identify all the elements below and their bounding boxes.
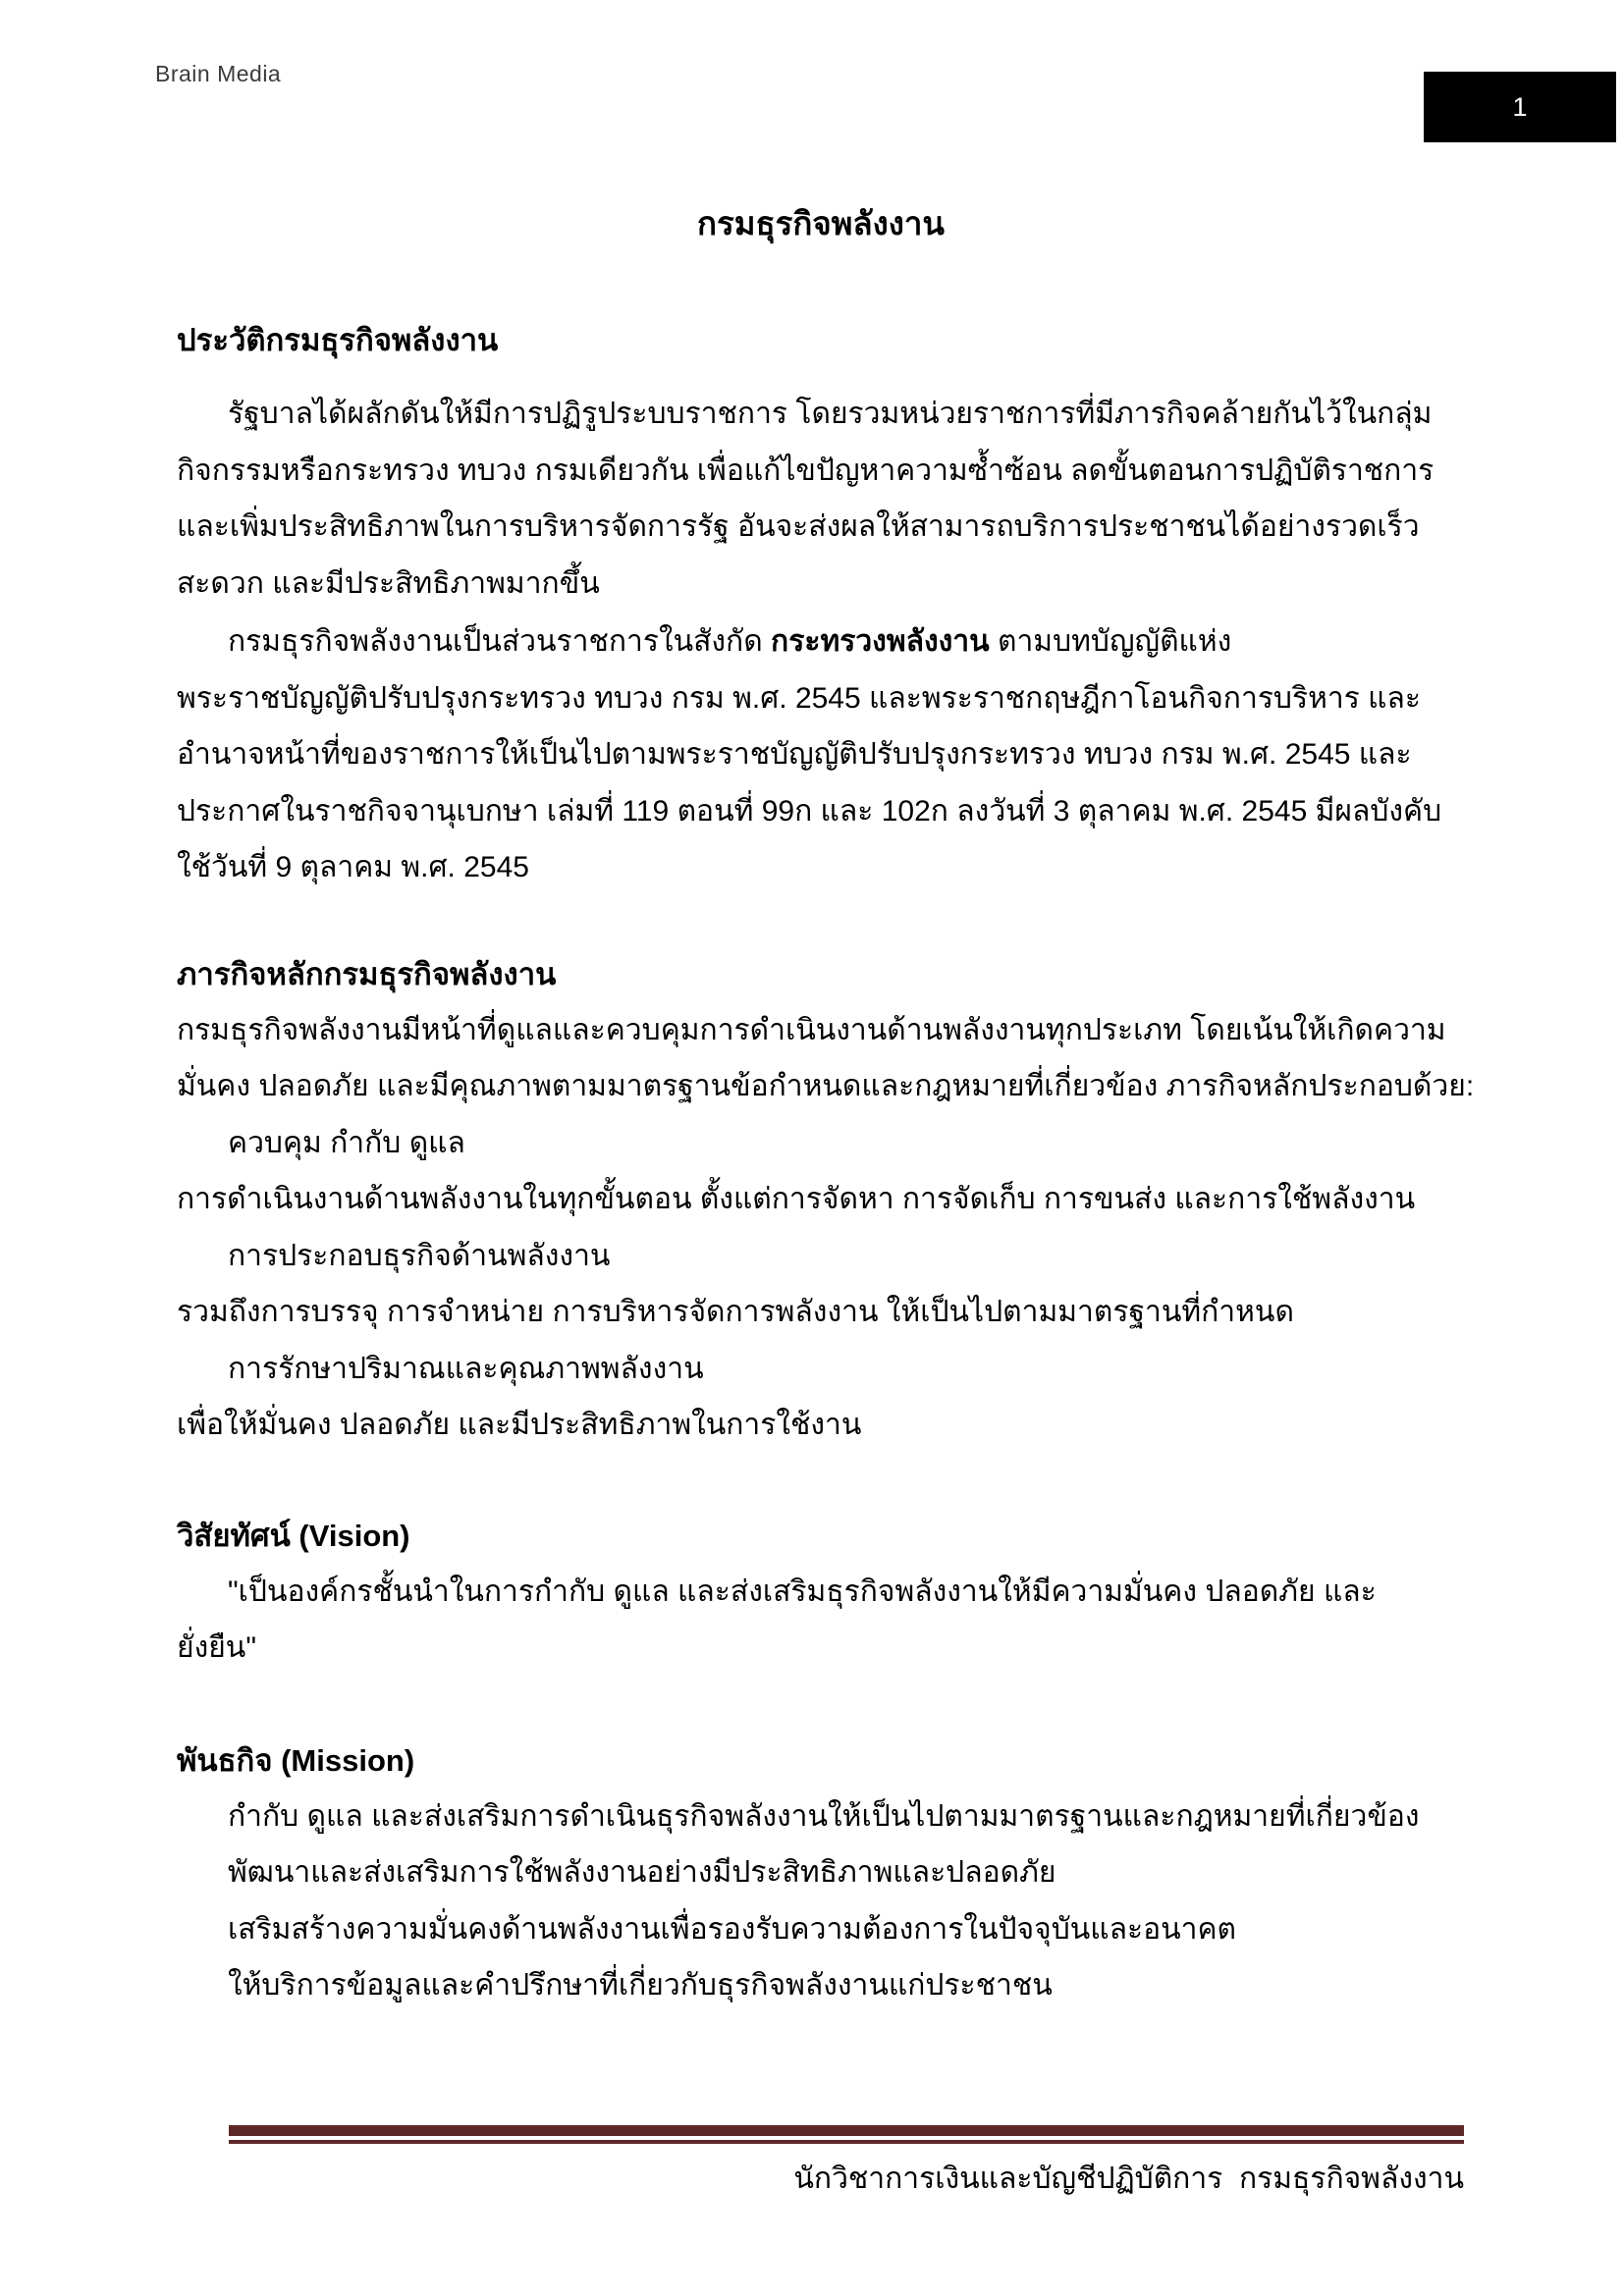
footer-text: นักวิชาการเงินและบัญชีปฏิบัติการ กรมธุรกิจพลังงาน [793,2163,1464,2195]
text-line: ประกาศในราชกิจจานุเบกษา เล่มที่ 119 ตอนที่ 99ก และ 102ก ลงวันที่ 3 ตุลาคม พ.ศ. 2545 มีผลบังคับ [177,794,1442,828]
section-heading-history: ประวัติกรมธุรกิจพลังงาน [177,323,499,357]
text-line: การดำเนินงานด้านพลังงานในทุกขั้นตอน ตั้งแต่การจัดหา การจัดเก็บ การขนส่ง และการใช้พลังงาน [177,1183,1416,1215]
affiliation-ministry-bold: กระทรวงพลังงาน [771,625,990,658]
page-title: กรมธุรกิจพลังงาน [697,205,945,241]
text-line: พระราชบัญญัติปรับปรุงกระทรวง ทบวง กรม พ.ศ. 2545 และพระราชกฤษฎีกาโอนกิจการบริหาร และ [177,681,1421,715]
text-line: สะดวก และมีประสิทธิภาพมากขึ้น [177,566,600,600]
text-line: เสริมสร้างความมั่นคงด้านพลังงานเพื่อรองรับความต้องการในปัจจุบันและอนาคต [228,1912,1237,1946]
brand-header: Brain Media [155,61,282,86]
text-line: และเพิ่มประสิทธิภาพในการบริหารจัดการรัฐ อันจะส่งผลให้สามารถบริการประชาชนได้อย่างรวดเร็ว [177,510,1420,543]
history-paragraph-1 [177,386,1465,612]
text-line: การประกอบธุรกิจด้านพลังงาน [228,1239,611,1272]
text-line: พัฒนาและส่งเสริมการใช้พลังงานอย่างมีประสิทธิภาพและปลอดภัย [228,1856,1056,1889]
affiliation-post: ตามบทบัญญัติแห่ง [989,625,1232,658]
text-line: กำกับ ดูแล และส่งเสริมการดำเนินธุรกิจพลังงานให้เป็นไปตามมาตรฐานและกฎหมายที่เกี่ยวข้อง [228,1799,1420,1833]
vision-paragraph [177,1564,1465,1677]
page-number: 1 [1512,91,1528,122]
section-heading-mission: พันธกิจ (Mission) [177,1742,415,1778]
text-line: "เป็นองค์กรชั้นนำในการกำกับ ดูแล และส่งเสริมธุรกิจพลังงานให้มีความมั่นคง ปลอดภัย และ [228,1575,1377,1608]
text-line: ยั่งยืน" [177,1631,256,1664]
mission-paragraph [177,1789,1465,2014]
main-mission-paragraph [177,1002,1475,1454]
text-line: ใช้วันที่ 9 ตุลาคม พ.ศ. 2545 [177,851,529,883]
document-content [177,0,1475,2014]
text-line: รวมถึงการบรรจุ การจำหน่าย การบริหารจัดการพลังงาน ให้เป็นไปตามมาตรฐานที่กำหนด [177,1296,1294,1328]
text-line: เพื่อให้มั่นคง ปลอดภัย และมีประสิทธิภาพในการใช้งาน [177,1409,862,1441]
history-paragraph-2 [177,614,1465,896]
text-line: มั่นคง ปลอดภัย และมีคุณภาพตามมาตรฐานข้อกำหนดและกฎหมายที่เกี่ยวข้อง ภารกิจหลักประกอบด้วย: [177,1070,1475,1102]
section-heading-main-mission: ภารกิจหลักกรมธุรกิจพลังงาน [177,956,557,991]
text-line: กรมธุรกิจพลังงานมีหน้าที่ดูแลและควบคุมการดำเนินงานด้านพลังงานทุกประเภท โดยเน้นให้เกิดความ [177,1013,1446,1046]
text-line-affiliation [177,614,1465,670]
text-line: การรักษาปริมาณและคุณภาพพลังงาน [228,1352,704,1385]
text-line: ควบคุม กำกับ ดูแล [228,1126,465,1159]
section-heading-vision: วิสัยทัศน์ (Vision) [177,1518,410,1553]
text-line: กิจกรรมหรือกระทรวง ทบวง กรมเดียวกัน เพื่อแก้ไขปัญหาความซ้ำซ้อน ลดขั้นตอนการปฏิบัติราชการ [177,454,1435,487]
text-line: รัฐบาลได้ผลักดันให้มีการปฏิรูประบบราชการ โดยรวมหน่วยราชการที่มีภารกิจคล้ายกันไว้ในกลุ่ม [228,398,1433,430]
text-line: ให้บริการข้อมูลและคำปรึกษาที่เกี่ยวกับธุรกิจพลังงานแก่ประชาชน [228,1969,1053,2002]
affiliation-pre: กรมธุรกิจพลังงานเป็นส่วนราชการในสังกัด [228,625,772,658]
text-line: อำนาจหน้าที่ของราชการให้เป็นไปตามพระราชบัญญัติปรับปรุงกระทรวง ทบวง กรม พ.ศ. 2545 และ [177,738,1412,771]
footer-divider-rule [229,2125,1464,2144]
